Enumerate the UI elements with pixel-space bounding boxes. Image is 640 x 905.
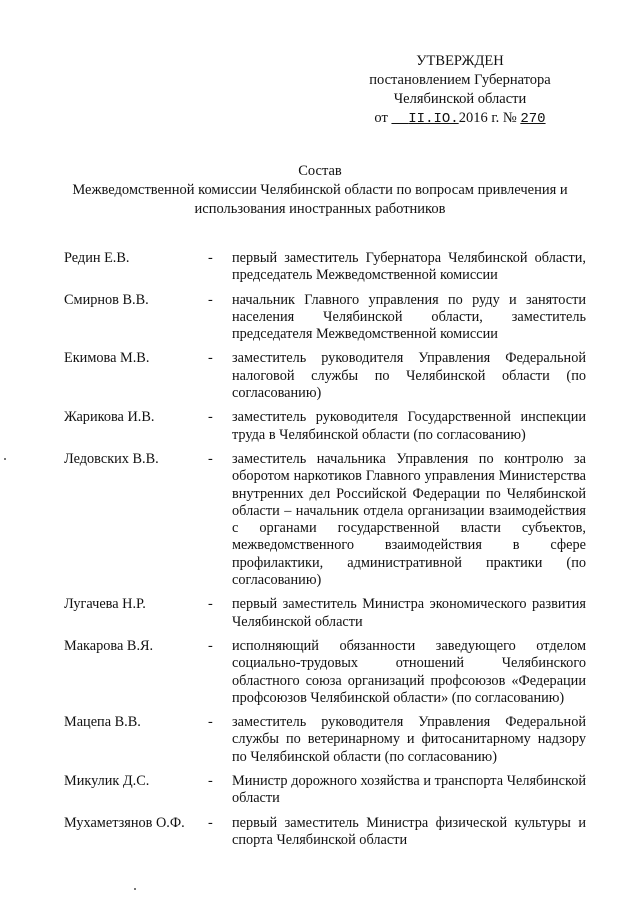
member-dash: -: [208, 350, 213, 367]
member-row: [64, 451, 586, 589]
member-name: Микулик Д.С.: [64, 773, 150, 790]
member-name: Смирнов В.В.: [64, 291, 149, 308]
members-list: [64, 250, 586, 856]
approval-line-1: постановлением Губернатора: [369, 72, 551, 88]
member-row: [64, 292, 586, 344]
scan-speck: [134, 888, 136, 890]
member-dash: -: [208, 773, 213, 790]
member-role: первый заместитель Министра экономического развития Челябинской области: [232, 596, 586, 630]
member-name: Жарикова И.В.: [64, 409, 155, 426]
member-dash: -: [208, 450, 213, 467]
member-dash: -: [208, 637, 213, 654]
member-role: Министр дорожного хозяйства и транспорта Челябинской области: [232, 773, 586, 807]
member-dash: -: [208, 250, 213, 266]
member-dash: -: [208, 291, 213, 308]
member-row: [64, 638, 586, 707]
member-name: Мацепа В.В.: [64, 714, 141, 731]
title-line-1: Межведомственной комиссии Челябинской области по вопросам привлечения и: [72, 182, 568, 198]
member-row: [64, 714, 586, 766]
member-name: Ледовских В.В.: [64, 450, 159, 467]
member-dash: -: [208, 409, 213, 426]
member-dash: -: [208, 596, 213, 613]
approval-year: 2016 г. №: [458, 110, 517, 126]
member-name: Редин Е.В.: [64, 250, 130, 266]
member-row: [64, 596, 586, 631]
member-role: исполняющий обязанности заведующего отделом социально-трудовых отношений Челябинского областного союза организаций профсоюзов «Федерации профсоюзов Челябинской области» (по согласованию): [232, 637, 586, 706]
approval-date-line: [350, 109, 570, 129]
member-row: [64, 409, 586, 444]
approval-prefix: от: [374, 110, 388, 126]
title-line-2: использования иностранных работников: [194, 201, 446, 217]
title-heading: Состав: [298, 163, 342, 179]
member-role: заместитель руководителя Управления Федеральной службы по ветеринарному и фитосанитарному надзору по Челябинской области (по согласованию): [232, 714, 586, 765]
member-row: [64, 815, 586, 850]
member-role: заместитель руководителя Управления Федеральной налоговой службы по Челябинской области (по согласованию): [232, 350, 586, 402]
member-role: первый заместитель Губернатора Челябинской области, председатель Межведомственной комиссии: [232, 250, 586, 284]
member-name: Макарова В.Я.: [64, 637, 154, 654]
member-role: начальник Главного управления по руду и занятости населения Челябинской области, заместитель председателя Межведомственной комиссии: [232, 291, 586, 343]
member-row: [64, 773, 586, 808]
member-dash: -: [208, 714, 213, 731]
member-row: [64, 250, 586, 285]
document-title: [40, 162, 600, 219]
member-name: Екимова М.В.: [64, 350, 150, 367]
approval-word: УТВЕРЖДЕН: [416, 53, 504, 69]
member-role: первый заместитель Министра физической культуры и спорта Челябинской области: [232, 814, 586, 848]
scan-speck: [4, 458, 6, 460]
approval-date: II.IO.: [408, 111, 459, 127]
member-name: Мухаметзянов О.Ф.: [64, 814, 185, 831]
member-role: заместитель руководителя Государственной инспекции труда в Челябинской области (по согласованию): [232, 409, 586, 443]
approval-block: [350, 52, 570, 129]
approval-number: 270: [520, 111, 546, 127]
approval-line-2: Челябинской области: [393, 91, 527, 107]
member-row: [64, 350, 586, 402]
member-name: Лугачева Н.Р.: [64, 596, 146, 613]
member-dash: -: [208, 814, 213, 831]
member-role: заместитель начальника Управления по контролю за оборотом наркотиков Главного управления Министерства внутренних дел Российской Федерации по Челябинской области – начальник отдела организации взаимодействия с органами государственной власти субъектов, межведомственного взаимодействия в сфере профилактики, административной практики (по согласованию): [232, 450, 586, 589]
